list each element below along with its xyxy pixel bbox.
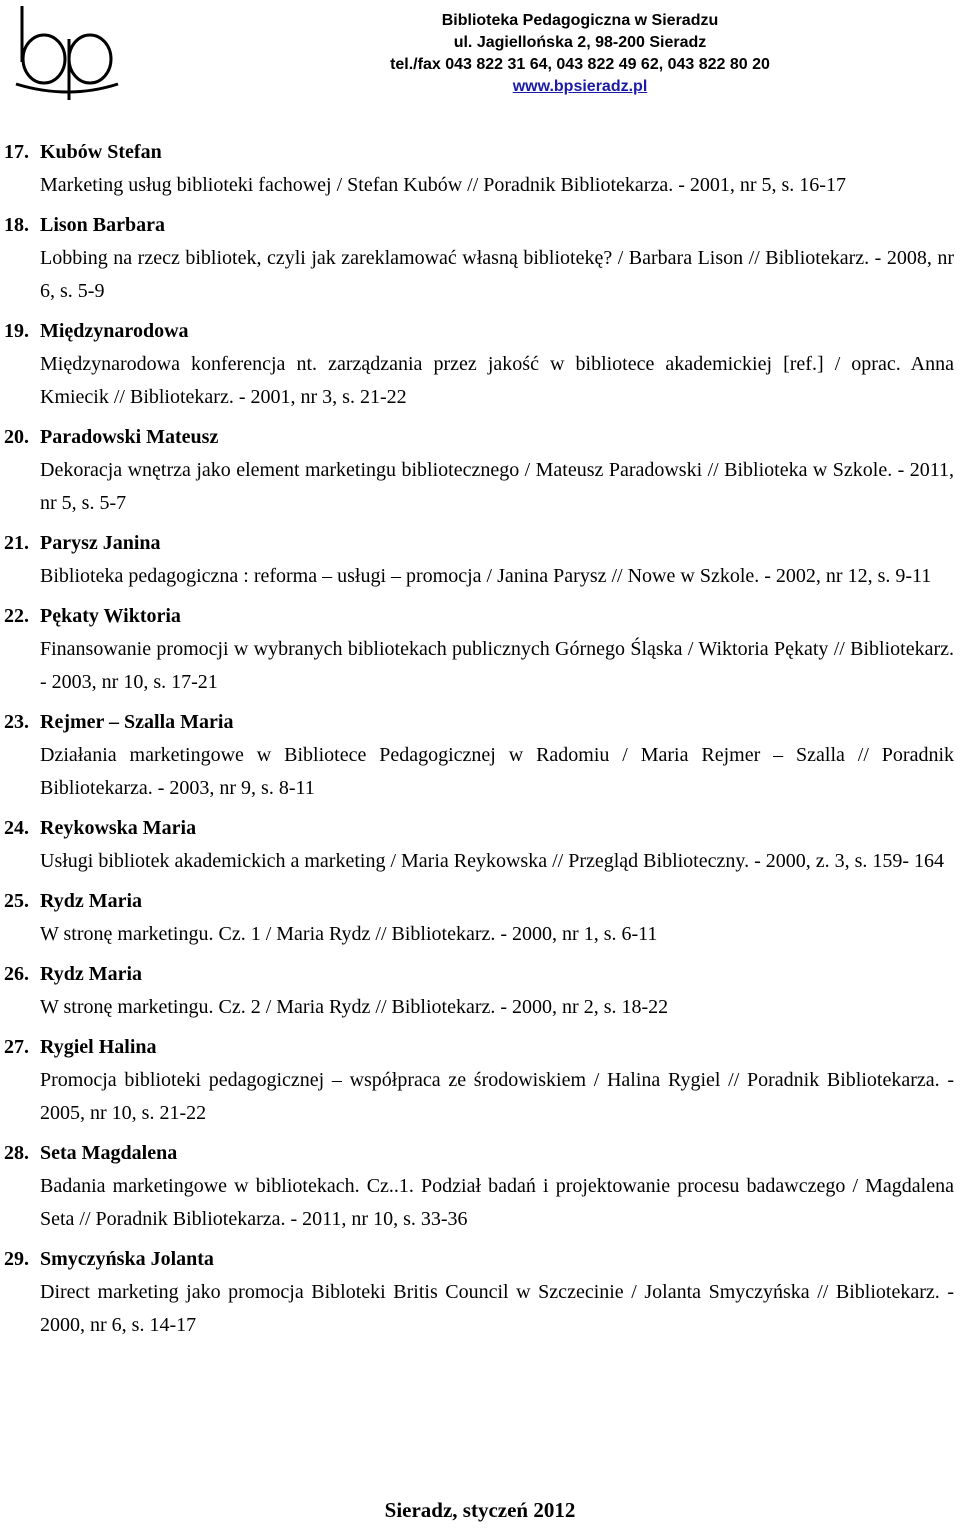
entry-author: Lison Barbara bbox=[40, 214, 166, 236]
bibliography-entry bbox=[0, 958, 960, 1024]
entry-number: 18. bbox=[4, 214, 29, 236]
entry-citation: Badania marketingowe w bibliotekach. Cz..1. Podział badań i projektowanie procesu badawczego / Magdalena Seta // Poradnik Bibliotekarza. - 2011, nr 10, s. 33-36 bbox=[40, 1175, 954, 1230]
bibliography-list bbox=[0, 136, 960, 1349]
entry-citation: W stronę marketingu. Cz. 1 / Maria Rydz // Bibliotekarz. - 2000, nr 1, s. 6-11 bbox=[40, 923, 658, 945]
entry-author: Rydz Maria bbox=[40, 890, 143, 912]
entry-author: Paradowski Mateusz bbox=[40, 426, 219, 448]
entry-number: 19. bbox=[4, 320, 29, 342]
entry-citation: Biblioteka pedagogiczna : reforma – usługi – promocja / Janina Parysz // Nowe w Szkole. - 2002, nr 12, s. 9-11 bbox=[40, 565, 932, 587]
library-header bbox=[250, 10, 910, 98]
footer-place-date: Sieradz, styczeń 2012 bbox=[384, 1498, 576, 1522]
entry-author: Pękaty Wiktoria bbox=[40, 605, 181, 627]
entry-citation: Marketing usług biblioteki fachowej / Stefan Kubów // Poradnik Bibliotekarza. - 2001, nr 5, s. 16-17 bbox=[40, 174, 846, 196]
entry-number: 22. bbox=[4, 605, 29, 627]
entry-author: Parysz Janina bbox=[40, 532, 161, 554]
entry-citation: W stronę marketingu. Cz. 2 / Maria Rydz // Bibliotekarz. - 2000, nr 2, s. 18-22 bbox=[40, 996, 669, 1018]
entry-number: 27. bbox=[4, 1036, 29, 1058]
entry-author: Reykowska Maria bbox=[40, 817, 197, 839]
entry-number: 29. bbox=[4, 1248, 29, 1270]
entry-number: 21. bbox=[4, 532, 29, 554]
entry-number: 17. bbox=[4, 141, 29, 163]
entry-author: Rydz Maria bbox=[40, 963, 143, 985]
library-phone: tel./fax 043 822 31 64, 043 822 49 62, 043 822 80 20 bbox=[390, 56, 770, 73]
entry-number: 26. bbox=[4, 963, 29, 985]
entry-author: Seta Magdalena bbox=[40, 1142, 178, 1164]
bibliography-entry bbox=[0, 706, 960, 805]
bibliography-entry bbox=[0, 136, 960, 202]
library-website-link[interactable]: www.bpsieradz.pl bbox=[512, 78, 648, 95]
entry-citation: Międzynarodowa konferencja nt. zarządzania przez jakość w bibliotece akademickiej [ref.] / oprac. Anna Kmiecik // Bibliotekarz. - 2001, nr 3, s. 21-22 bbox=[40, 353, 954, 408]
entry-citation: Lobbing na rzecz bibliotek, czyli jak zareklamować własną bibliotekę? / Barbara Lison // Bibliotekarz. - 2008, nr 6, s. 5-9 bbox=[40, 247, 954, 302]
entry-author: Kubów Stefan bbox=[40, 141, 162, 163]
bibliography-entry bbox=[0, 421, 960, 520]
bibliography-entry bbox=[0, 812, 960, 878]
entry-author: Rejmer – Szalla Maria bbox=[40, 711, 234, 733]
entry-citation: Promocja biblioteki pedagogicznej – współpraca ze środowiskiem / Halina Rygiel // Poradnik Bibliotekarza. - 2005, nr 10, s. 21-22 bbox=[40, 1069, 954, 1124]
entry-number: 23. bbox=[4, 711, 29, 733]
bibliography-entry bbox=[0, 209, 960, 308]
entry-author: Międzynarodowa bbox=[40, 320, 189, 342]
entry-number: 25. bbox=[4, 890, 29, 912]
bibliography-entry bbox=[0, 315, 960, 414]
entry-number: 24. bbox=[4, 817, 29, 839]
entry-citation: Dekoracja wnętrza jako element marketingu bibliotecznego / Mateusz Paradowski // Biblioteka w Szkole. - 2011, nr 5, s. 5-7 bbox=[40, 459, 954, 514]
bibliography-entry bbox=[0, 1031, 960, 1130]
entry-author: Smyczyńska Jolanta bbox=[40, 1248, 214, 1270]
bibliography-entry bbox=[0, 1243, 960, 1342]
entry-number: 28. bbox=[4, 1142, 29, 1164]
entry-citation: Direct marketing jako promocja Bibloteki Britis Council w Szczecinie / Jolanta Smyczyńska // Bibliotekarz. - 2000, nr 6, s. 14-17 bbox=[40, 1281, 954, 1336]
bibliography-entry bbox=[0, 1137, 960, 1236]
bibliography-entry bbox=[0, 527, 960, 593]
entry-citation: Finansowanie promocji w wybranych bibliotekach publicznych Górnego Śląska / Wiktoria Pękaty // Bibliotekarz. - 2003, nr 10, s. 17-21 bbox=[40, 638, 954, 693]
entry-number: 20. bbox=[4, 426, 29, 448]
library-logo bbox=[14, 4, 122, 108]
entry-citation: Działania marketingowe w Bibliotece Pedagogicznej w Radomiu / Maria Rejmer – Szalla // Poradnik Bibliotekarza. - 2003, nr 9, s. 8-11 bbox=[40, 744, 954, 799]
bibliography-entry bbox=[0, 600, 960, 699]
library-name: Biblioteka Pedagogiczna w Sieradzu bbox=[441, 12, 719, 29]
entry-citation: Usługi bibliotek akademickich a marketing / Maria Reykowska // Przegląd Biblioteczny. - 2000, z. 3, s. 159- 164 bbox=[40, 850, 945, 872]
library-address: ul. Jagiellońska 2, 98-200 Sieradz bbox=[453, 34, 707, 51]
bibliography-entry bbox=[0, 885, 960, 951]
entry-author: Rygiel Halina bbox=[40, 1036, 157, 1058]
